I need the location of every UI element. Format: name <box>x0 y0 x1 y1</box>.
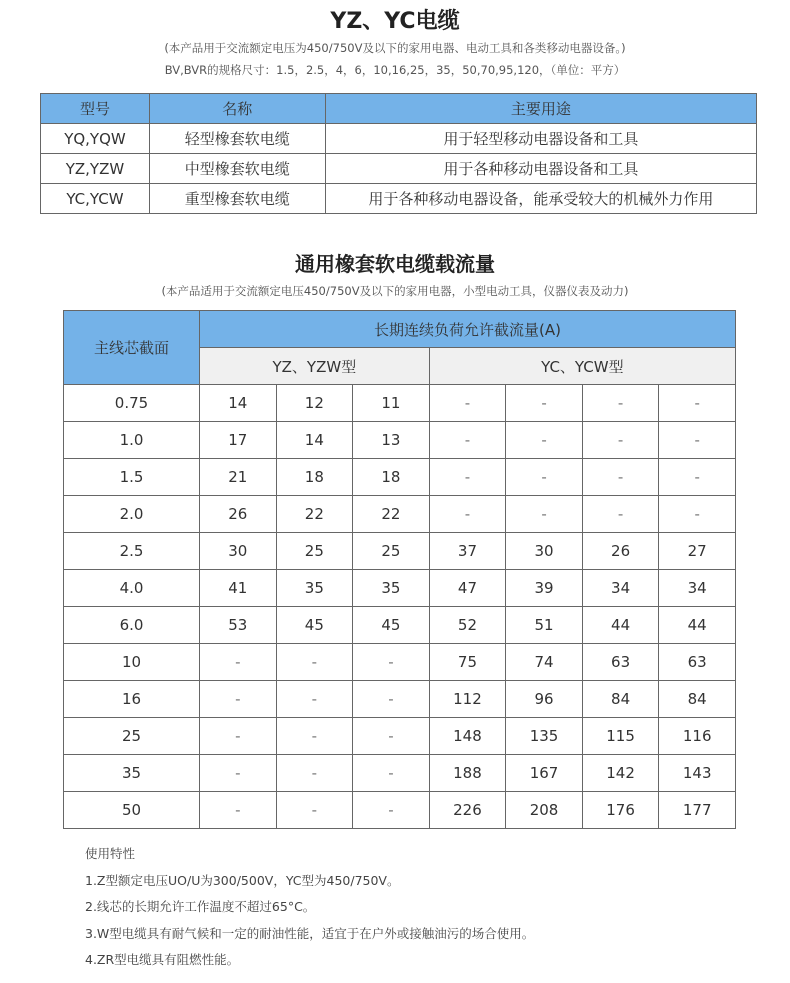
cell-model: YQ,YQW <box>41 124 150 154</box>
cell-current: - <box>506 496 583 533</box>
cell-current: - <box>353 718 430 755</box>
cell-current: - <box>200 681 277 718</box>
table-row <box>41 154 757 184</box>
current-capacity-table <box>63 310 736 829</box>
cell-current: 75 <box>429 644 506 681</box>
page-title: YZ、YC电缆 <box>330 9 460 34</box>
table-row <box>64 792 736 829</box>
table-row <box>64 755 736 792</box>
section-title: 通用橡套软电缆载流量 <box>295 252 495 276</box>
table-body <box>64 385 736 829</box>
column-header-model: 型号 <box>41 94 150 124</box>
cell-current: 27 <box>659 533 736 570</box>
cell-current: - <box>200 792 277 829</box>
cell-current: 52 <box>429 607 506 644</box>
cell-current: 44 <box>582 607 659 644</box>
cell-current: - <box>353 681 430 718</box>
cell-current: 34 <box>659 570 736 607</box>
cell-current: 74 <box>506 644 583 681</box>
cell-current: 63 <box>659 644 736 681</box>
cell-current: - <box>582 422 659 459</box>
column-header-cross-section: 主线芯截面 <box>64 311 200 385</box>
cell-current: 84 <box>582 681 659 718</box>
cell-current: 45 <box>276 607 353 644</box>
cell-current: 226 <box>429 792 506 829</box>
cell-current: 51 <box>506 607 583 644</box>
table-row <box>64 385 736 422</box>
note-item: 1.Z型额定电压UO/U为300/500V，YC型为450/750V。 <box>85 872 400 888</box>
cell-name: 重型橡套软电缆 <box>149 184 325 214</box>
cell-current: 35 <box>353 570 430 607</box>
cell-current: 26 <box>200 496 277 533</box>
table-row <box>64 570 736 607</box>
cell-cross-section: 16 <box>64 681 200 718</box>
cell-current: - <box>276 755 353 792</box>
cell-current: 45 <box>353 607 430 644</box>
table-row <box>64 681 736 718</box>
cell-cross-section: 50 <box>64 792 200 829</box>
cell-usage: 用于轻型移动电器设备和工具 <box>325 124 756 154</box>
cell-current: 25 <box>353 533 430 570</box>
cell-current: 167 <box>506 755 583 792</box>
cell-current: 22 <box>276 496 353 533</box>
section-subtitle: (本产品适用于交流额定电压450/750V及以下的家用电器，小型电动工具，仪器仪表及动力) <box>161 284 629 298</box>
cell-current: - <box>276 681 353 718</box>
cell-cross-section: 0.75 <box>64 385 200 422</box>
cell-current: - <box>200 718 277 755</box>
cell-current: - <box>200 755 277 792</box>
table-row <box>64 644 736 681</box>
cell-cross-section: 1.0 <box>64 422 200 459</box>
cell-name: 中型橡套软电缆 <box>149 154 325 184</box>
cell-current: - <box>353 792 430 829</box>
cell-current: - <box>276 792 353 829</box>
cable-type-table <box>40 93 757 214</box>
cell-current: 63 <box>582 644 659 681</box>
cell-current: - <box>353 755 430 792</box>
table-row <box>41 124 757 154</box>
cell-current: 177 <box>659 792 736 829</box>
cell-current: 18 <box>353 459 430 496</box>
cell-current: - <box>429 385 506 422</box>
cell-current: - <box>659 422 736 459</box>
cell-current: - <box>582 459 659 496</box>
column-header-group: 长期连续负荷允许截流量(A) <box>200 311 736 348</box>
cell-current: - <box>506 422 583 459</box>
cell-current: 22 <box>353 496 430 533</box>
page-subtitle-specs: BV,BVR的规格尺寸：1.5，2.5，4，6，10,16,25，35，50,70,95,120，（单位：平方） <box>164 63 626 77</box>
cell-current: 208 <box>506 792 583 829</box>
cell-cross-section: 1.5 <box>64 459 200 496</box>
cell-current: 41 <box>200 570 277 607</box>
cell-current: 21 <box>200 459 277 496</box>
cell-current: 115 <box>582 718 659 755</box>
cell-cross-section: 25 <box>64 718 200 755</box>
notes-heading: 使用特性 <box>85 846 136 861</box>
cell-current: 14 <box>200 385 277 422</box>
cell-cross-section: 6.0 <box>64 607 200 644</box>
table-header-row <box>41 94 757 124</box>
cell-current: 188 <box>429 755 506 792</box>
cell-current: - <box>429 459 506 496</box>
note-item: 4.ZR型电缆具有阻燃性能。 <box>85 952 240 967</box>
cell-current: 135 <box>506 718 583 755</box>
cell-current: 44 <box>659 607 736 644</box>
cell-current: 47 <box>429 570 506 607</box>
cell-current: 112 <box>429 681 506 718</box>
cell-current: 18 <box>276 459 353 496</box>
cell-current: 35 <box>276 570 353 607</box>
cell-current: - <box>659 496 736 533</box>
table-row <box>64 533 736 570</box>
cell-current: 30 <box>506 533 583 570</box>
cell-cross-section: 35 <box>64 755 200 792</box>
cell-current: 13 <box>353 422 430 459</box>
cell-current: 14 <box>276 422 353 459</box>
cell-current: - <box>582 496 659 533</box>
cell-current: - <box>506 459 583 496</box>
cell-model: YC,YCW <box>41 184 150 214</box>
cell-current: - <box>659 385 736 422</box>
cell-current: - <box>276 718 353 755</box>
cell-current: 143 <box>659 755 736 792</box>
cell-current: 142 <box>582 755 659 792</box>
cell-current: 53 <box>200 607 277 644</box>
table-row <box>64 496 736 533</box>
table-row <box>64 422 736 459</box>
cell-current: 25 <box>276 533 353 570</box>
cell-model: YZ,YZW <box>41 154 150 184</box>
column-header-yc: YC、YCW型 <box>429 348 735 385</box>
cell-current: 116 <box>659 718 736 755</box>
cell-current: - <box>276 644 353 681</box>
table-row <box>64 607 736 644</box>
usage-notes <box>85 843 534 976</box>
cell-current: 17 <box>200 422 277 459</box>
cell-name: 轻型橡套软电缆 <box>149 124 325 154</box>
table-row <box>64 459 736 496</box>
page-subtitle-usage: (本产品用于交流额定电压为450/750V及以下的家用电器、电动工具和各类移动电器设备。) <box>164 41 626 55</box>
table-row <box>41 184 757 214</box>
cell-current: 11 <box>353 385 430 422</box>
cell-current: 34 <box>582 570 659 607</box>
cell-current: - <box>659 459 736 496</box>
cell-current: - <box>429 496 506 533</box>
cell-cross-section: 10 <box>64 644 200 681</box>
cell-current: - <box>200 644 277 681</box>
cell-current: 37 <box>429 533 506 570</box>
cell-current: 148 <box>429 718 506 755</box>
cell-cross-section: 2.5 <box>64 533 200 570</box>
cell-usage: 用于各种移动电器设备和工具 <box>325 154 756 184</box>
column-header-usage: 主要用途 <box>325 94 756 124</box>
cell-current: 39 <box>506 570 583 607</box>
note-item: 2.线芯的长期允许工作温度不超过65°C。 <box>85 899 316 914</box>
cell-current: - <box>429 422 506 459</box>
cell-current: 26 <box>582 533 659 570</box>
note-item: 3.W型电缆具有耐气候和一定的耐油性能，适宜于在户外或接触油污的场合使用。 <box>85 925 535 941</box>
cell-cross-section: 2.0 <box>64 496 200 533</box>
cell-cross-section: 4.0 <box>64 570 200 607</box>
cell-current: - <box>506 385 583 422</box>
table-header-row <box>64 311 736 348</box>
cell-current: 96 <box>506 681 583 718</box>
cell-current: 12 <box>276 385 353 422</box>
cell-current: - <box>353 644 430 681</box>
cell-current: 176 <box>582 792 659 829</box>
cell-current: 30 <box>200 533 277 570</box>
table-row <box>64 718 736 755</box>
cell-usage: 用于各种移动电器设备，能承受较大的机械外力作用 <box>325 184 756 214</box>
cell-current: 84 <box>659 681 736 718</box>
column-header-name: 名称 <box>149 94 325 124</box>
cell-current: - <box>582 385 659 422</box>
column-header-yz: YZ、YZW型 <box>200 348 430 385</box>
